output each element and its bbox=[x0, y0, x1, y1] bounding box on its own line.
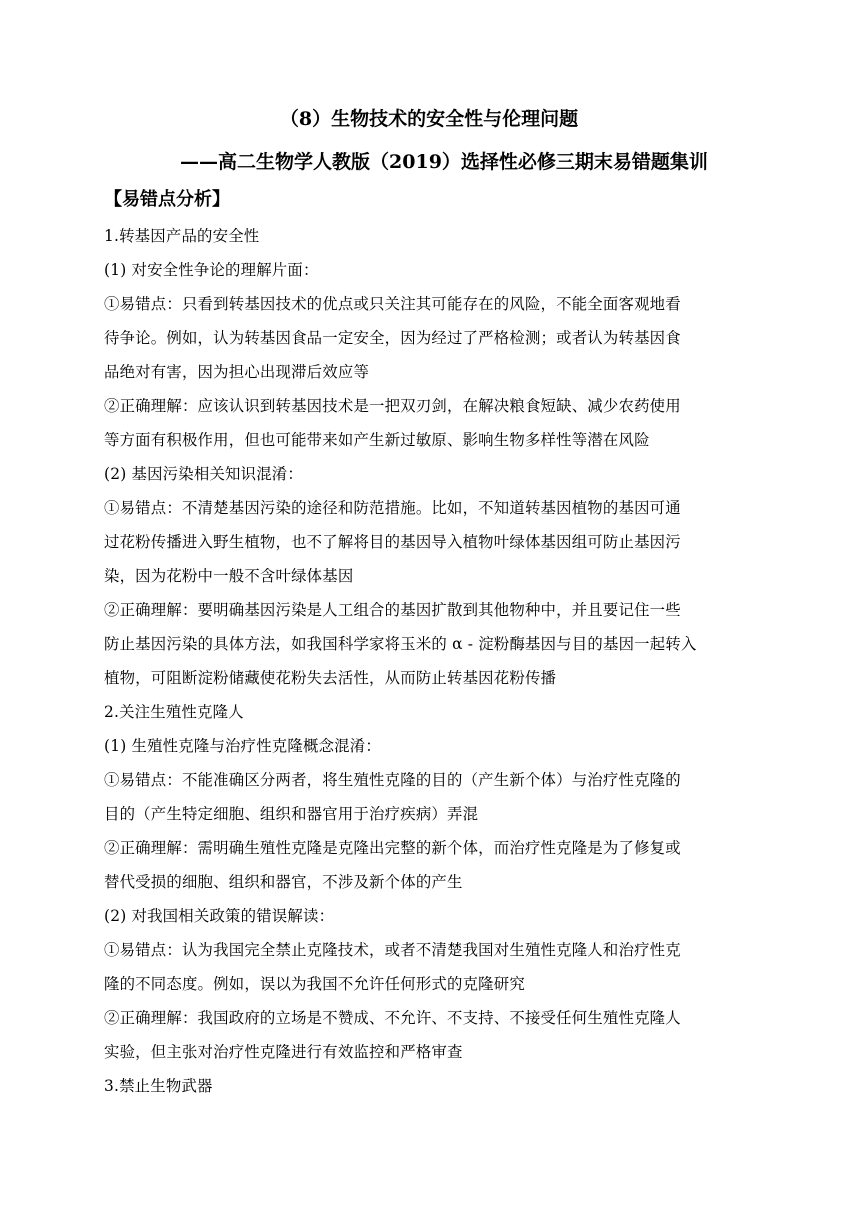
paragraph-line: 待争论。例如，认为转基因食品一定安全，因为经过了严格检测；或者认为转基因食 bbox=[104, 329, 681, 347]
paragraph-line: (2) 对我国相关政策的错误解读： bbox=[104, 907, 335, 925]
paragraph-line: 替代受损的细胞、组织和器官，不涉及新个体的产生 bbox=[104, 873, 463, 891]
paragraph-line: 过花粉传播进入野生植物，也不了解将目的基因导入植物叶绿体基因组可防止基因污 bbox=[104, 533, 681, 551]
document-body bbox=[104, 104, 754, 1103]
paragraph-line: ②正确理解：需明确生殖性克隆是克隆出完整的新个体，而治疗性克隆是为了修复或 bbox=[104, 839, 681, 857]
paragraph-line: ①易错点：不清楚基因污染的途径和防范措施。比如，不知道转基因植物的基因可通 bbox=[104, 499, 681, 517]
paragraph-line: 隆的不同态度。例如，误以为我国不允许任何形式的克隆研究 bbox=[104, 975, 525, 993]
paragraph-line: 植物，可阻断淀粉储藏使花粉失去活性，从而防止转基因花粉传播 bbox=[104, 669, 557, 687]
paragraph-line: 1.转基因产品的安全性 bbox=[104, 227, 260, 245]
section-heading: 【易错点分析】 bbox=[104, 189, 230, 210]
paragraph-line: 目的（产生特定细胞、组织和器官用于治疗疾病）弄混 bbox=[104, 805, 479, 823]
paragraph-line: 3.禁止生物武器 bbox=[104, 1077, 213, 1095]
paragraph-line: 等方面有积极作用，但也可能带来如产生新过敏原、影响生物多样性等潜在风险 bbox=[104, 431, 650, 449]
document-subtitle: ——高二生物学人教版（2019）选择性必修三期末易错题集训 bbox=[180, 151, 708, 173]
paragraph-line: (1) 生殖性克隆与治疗性克隆概念混淆： bbox=[104, 737, 381, 755]
paragraph-line: ①易错点：认为我国完全禁止克隆技术，或者不清楚我国对生殖性克隆人和治疗性克 bbox=[104, 941, 681, 959]
paragraph-line: ①易错点：不能准确区分两者，将生殖性克隆的目的（产生新个体）与治疗性克隆的 bbox=[104, 771, 681, 789]
paragraph-line: (1) 对安全性争论的理解片面： bbox=[104, 261, 319, 279]
paragraph-line: ②正确理解：应该认识到转基因技术是一把双刃剑，在解决粮食短缺、减少农药使用 bbox=[104, 397, 681, 415]
paragraph-line: ②正确理解：要明确基因污染是人工组合的基因扩散到其他物种中，并且要记住一些 bbox=[104, 601, 681, 619]
paragraph-line: ②正确理解：我国政府的立场是不赞成、不允许、不支持、不接受任何生殖性克隆人 bbox=[104, 1009, 681, 1027]
paragraph-line: 染，因为花粉中一般不含叶绿体基因 bbox=[104, 567, 354, 585]
paragraph-line: (2) 基因污染相关知识混淆： bbox=[104, 465, 303, 483]
paragraph-line: 品绝对有害，因为担心出现滞后效应等 bbox=[104, 363, 370, 381]
paragraph-line: ①易错点：只看到转基因技术的优点或只关注其可能存在的风险，不能全面客观地看 bbox=[104, 295, 681, 313]
document-title: （8）生物技术的安全性与伦理问题 bbox=[279, 108, 579, 130]
paragraph-line: 2.关注生殖性克隆人 bbox=[104, 703, 244, 721]
paragraph-line: 实验，但主张对治疗性克隆进行有效监控和严格审查 bbox=[104, 1043, 463, 1061]
paragraph-line: 防止基因污染的具体方法，如我国科学家将玉米的 α - 淀粉酶基因与目的基因一起转入 bbox=[104, 635, 697, 653]
